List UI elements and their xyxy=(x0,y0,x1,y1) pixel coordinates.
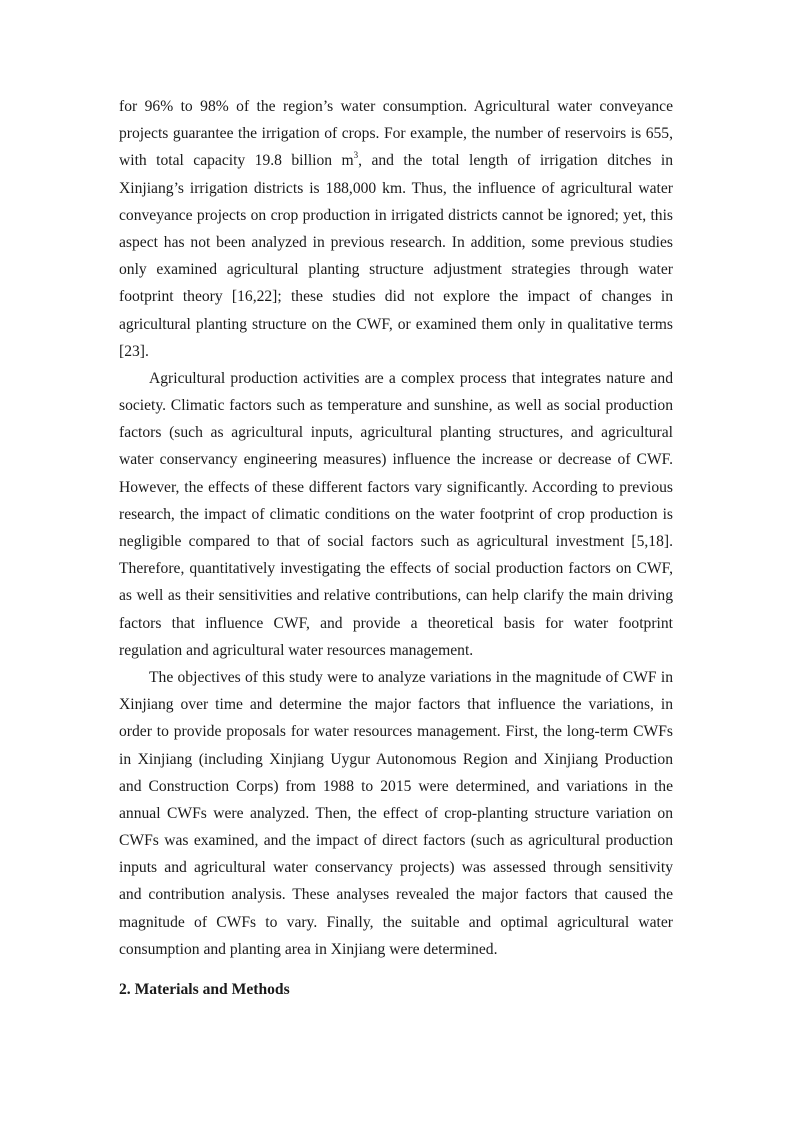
text-line: Xinjiang over time and determine the major factors that influence the variations, in xyxy=(119,696,673,714)
text-line: order to provide proposals for water resources management. First, the long-term CWFs xyxy=(119,723,673,741)
text-line: conveyance projects on crop production in irrigated districts cannot be ignored; yet, this xyxy=(119,206,673,224)
text-line-start: with total capacity 19.8 billion m xyxy=(119,152,354,170)
text-line: However, the effects of these different factors vary significantly. According to previous xyxy=(119,478,673,496)
text-line: magnitude of CWFs to vary. Finally, the suitable and optimal agricultural water xyxy=(119,913,673,931)
text-line: aspect has not been analyzed in previous research. In addition, some previous studies xyxy=(119,233,673,251)
text-line: The objectives of this study were to analyze variations in the magnitude of CWF in xyxy=(149,668,673,686)
text-line: factors (such as agricultural inputs, agricultural planting structures, and agricultural xyxy=(119,424,673,442)
text-line: projects guarantee the irrigation of crops. For example, the number of reservoirs is 655, xyxy=(119,125,673,143)
text-line: inputs and agricultural water conservancy projects) was assessed through sensitivity xyxy=(119,859,673,877)
text-line xyxy=(119,147,673,174)
text-line: agricultural planting structure on the CWF, or examined them only in qualitative terms xyxy=(119,315,673,333)
text-line: as well as their sensitivities and relative contributions, can help clarify the main driving xyxy=(119,587,673,605)
text-line: negligible compared to that of social factors such as agricultural investment [5,18]. xyxy=(119,533,673,550)
text-line-rest: , and the total length of irrigation ditches in xyxy=(358,152,673,170)
text-line: CWFs was examined, and the impact of direct factors (such as agricultural production xyxy=(119,832,673,850)
document-page xyxy=(119,93,673,1003)
text-line: [23]. xyxy=(119,342,149,360)
text-line: only examined agricultural planting structure adjustment strategies through water xyxy=(119,261,673,279)
text-line: society. Climatic factors such as temperature and sunshine, as well as social production xyxy=(119,397,673,415)
text-line: footprint theory [16,22]; these studies did not explore the impact of changes in xyxy=(119,288,673,306)
text-line: in Xinjiang (including Xinjiang Uygur Autonomous Region and Xinjiang Production xyxy=(119,750,673,768)
text-line: Xinjiang’s irrigation districts is 188,000 km. Thus, the influence of agricultural water xyxy=(119,179,673,197)
section-heading: 2. Materials and Methods xyxy=(119,981,290,998)
text-line: Therefore, quantitatively investigating the effects of social production factors on CWF, xyxy=(119,560,673,578)
text-line: for 96% to 98% of the region’s water consumption. Agricultural water conveyance xyxy=(119,98,673,115)
text-line: regulation and agricultural water resources management. xyxy=(119,641,474,659)
text-line: consumption and planting area in Xinjiang were determined. xyxy=(119,940,498,958)
text-line: annual CWFs were analyzed. Then, the effect of crop-planting structure variation on xyxy=(119,804,673,822)
paragraph-1 xyxy=(119,93,673,365)
superscript-3: 3 xyxy=(353,150,359,161)
text-line: water conservancy engineering measures) influence the increase or decrease of CWF. xyxy=(119,451,673,469)
text-line: factors that influence CWF, and provide a theoretical basis for water footprint xyxy=(119,614,673,632)
paragraph-2 xyxy=(119,365,673,664)
text-line: and contribution analysis. These analyses revealed the major factors that caused the xyxy=(119,886,673,904)
text-line: research, the impact of climatic conditions on the water footprint of crop production is xyxy=(119,505,673,523)
text-line: Agricultural production activities are a complex process that integrates nature and xyxy=(149,369,673,387)
text-line: and Construction Corps) from 1988 to 2015 were determined, and variations in the xyxy=(119,777,673,795)
paragraph-3 xyxy=(119,664,673,963)
